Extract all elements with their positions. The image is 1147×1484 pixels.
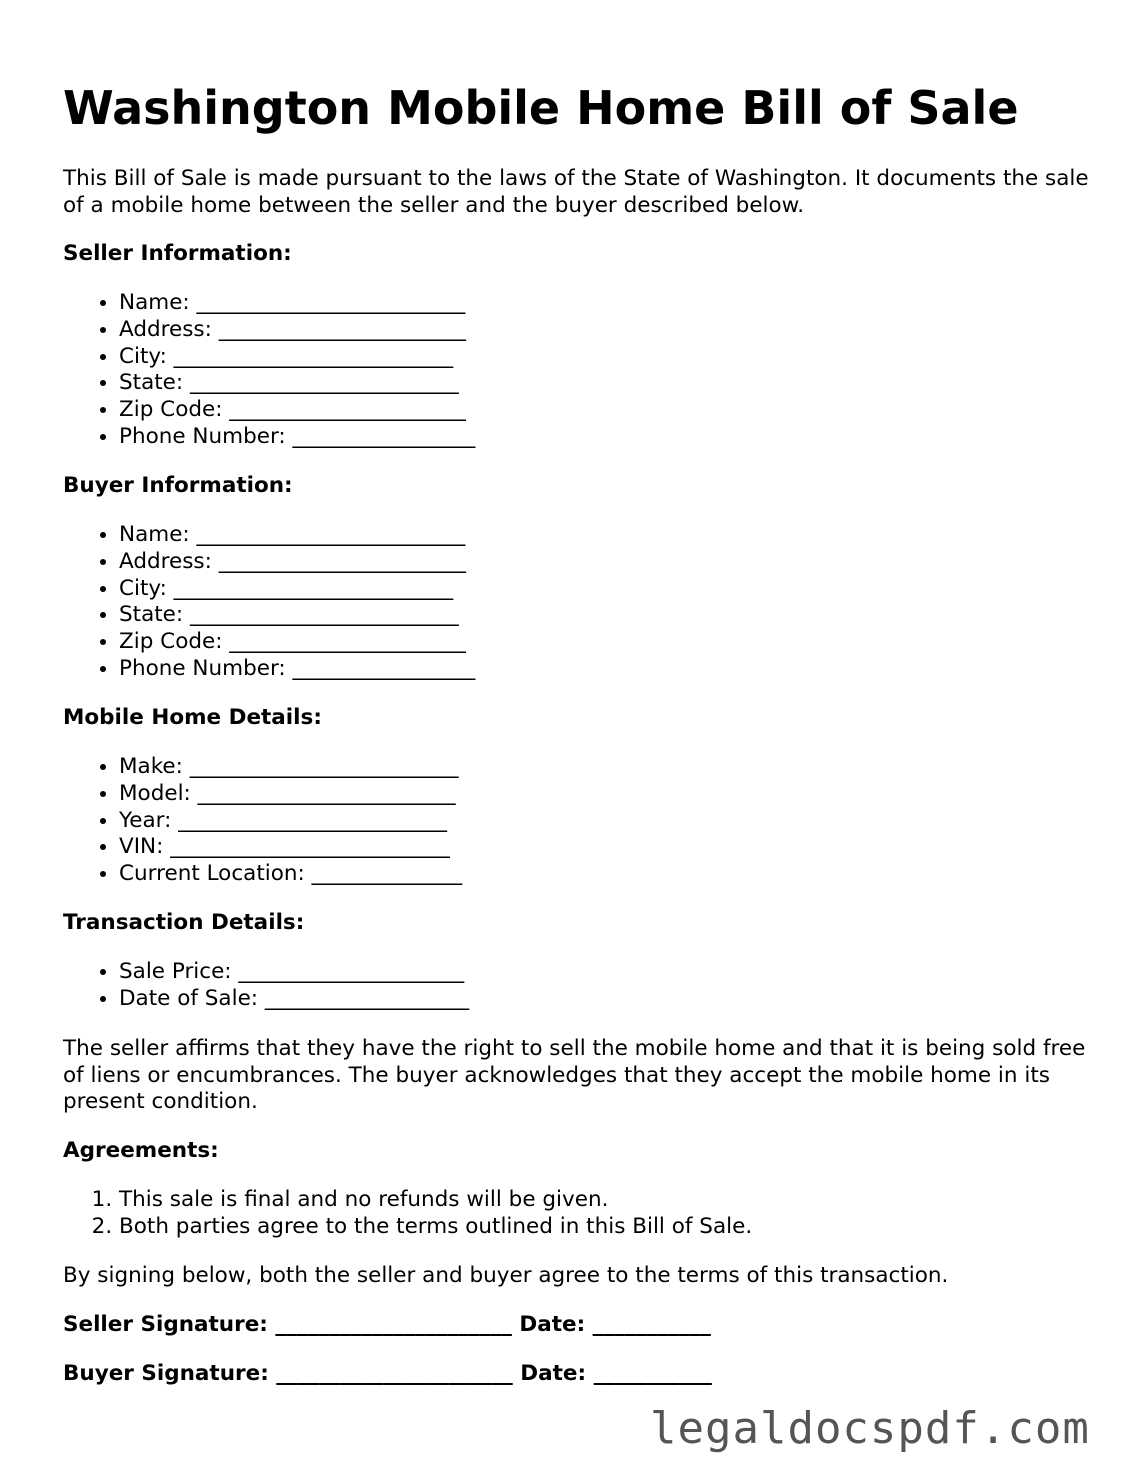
year-field: • Year: _________________________ (119, 808, 462, 835)
document-title: Washington Mobile Home Bill of Sale (63, 81, 1019, 135)
seller-signature-line: Seller Signature: ______________________ Date: ___________ (63, 1312, 711, 1337)
seller-zip-field: • Zip Code: ______________________ (119, 397, 475, 424)
affirmation-paragraph: The seller affirms that they have the right to sell the mobile home and that it is being sold free of liens or encumbrances. The buyer acknowledges that they accept the mobile home in its present condition. (63, 1036, 1086, 1115)
transaction-fields-list (63, 959, 469, 1013)
seller-heading: Seller Information: (63, 241, 292, 266)
agreements-list (63, 1187, 752, 1241)
model-field: • Model: ________________________ (119, 781, 462, 808)
buyer-zip-field: • Zip Code: ______________________ (119, 629, 475, 656)
buyer-name-field: • Name: _________________________ (119, 522, 475, 549)
buyer-fields-list (63, 522, 475, 683)
agreements-heading: Agreements: (63, 1138, 219, 1163)
agreement-item: 2. Both parties agree to the terms outlined in this Bill of Sale. (119, 1214, 752, 1241)
buyer-signature-line: Buyer Signature: ______________________ Date: ___________ (63, 1361, 712, 1386)
signing-statement: By signing below, both the seller and buyer agree to the terms of this transaction. (63, 1263, 949, 1288)
seller-state-field: • State: _________________________ (119, 370, 475, 397)
site-watermark: legaldocspdf.com (650, 1403, 1090, 1454)
seller-fields-list (63, 290, 475, 451)
agreement-item: 1. This sale is final and no refunds will be given. (119, 1187, 752, 1214)
vin-field: • VIN: __________________________ (119, 834, 462, 861)
buyer-city-field: • City: __________________________ (119, 576, 475, 603)
seller-city-field: • City: __________________________ (119, 344, 475, 371)
mobile-home-heading: Mobile Home Details: (63, 705, 322, 730)
sale-price-field: • Sale Price: _____________________ (119, 959, 469, 986)
intro-paragraph: This Bill of Sale is made pursuant to the laws of the State of Washington. It documents the sale of a mobile home between the seller and the buyer described below. (63, 166, 1089, 218)
seller-phone-field: • Phone Number: _________________ (119, 424, 475, 451)
current-location-field: • Current Location: ______________ (119, 861, 462, 888)
mobile-home-fields-list (63, 754, 462, 888)
make-field: • Make: _________________________ (119, 754, 462, 781)
transaction-heading: Transaction Details: (63, 910, 305, 935)
seller-address-field: • Address: _______________________ (119, 317, 475, 344)
buyer-phone-field: • Phone Number: _________________ (119, 656, 475, 683)
buyer-address-field: • Address: _______________________ (119, 549, 475, 576)
buyer-state-field: • State: _________________________ (119, 602, 475, 629)
seller-name-field: • Name: _________________________ (119, 290, 475, 317)
date-of-sale-field: • Date of Sale: ___________________ (119, 986, 469, 1013)
buyer-heading: Buyer Information: (63, 473, 293, 498)
